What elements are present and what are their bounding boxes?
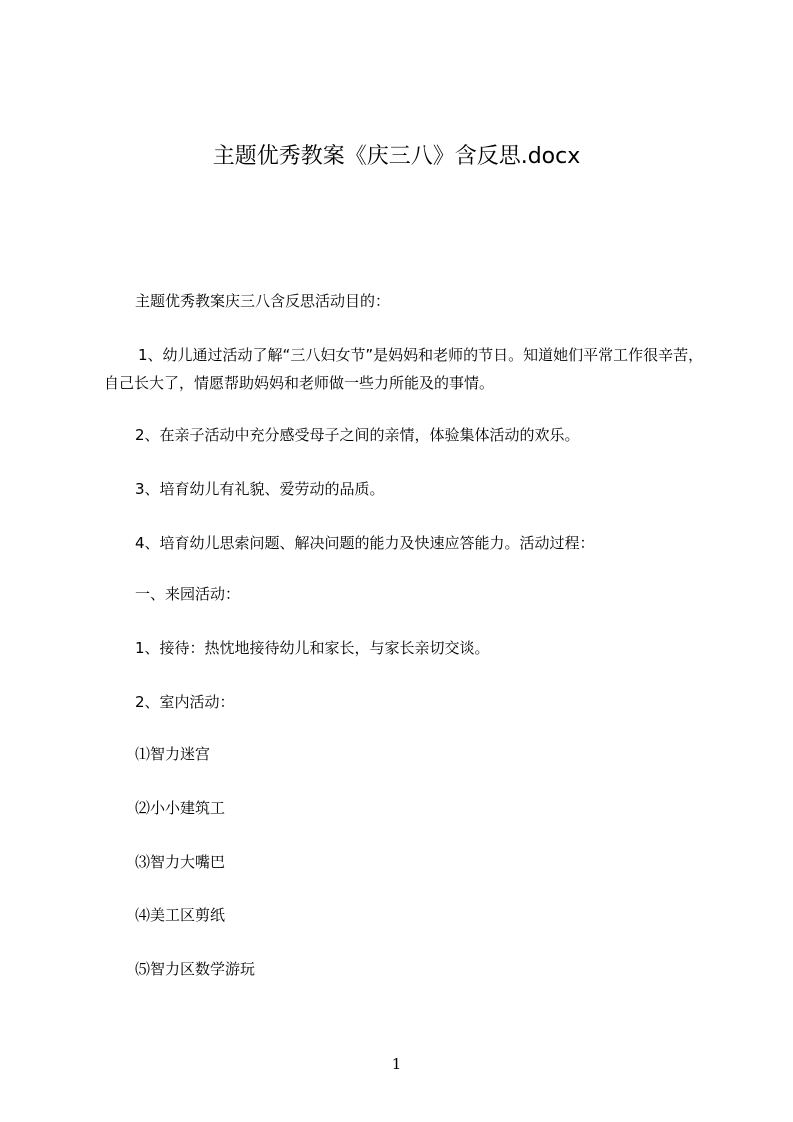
paragraph-purpose-heading: 主题优秀教案庆三八含反思活动目的：	[135, 292, 391, 310]
list-item-paper-cutting: ⑷美工区剪纸	[135, 906, 226, 924]
paragraph-goal-2: 2、在亲子活动中充分感受母子之间的亲情，体验集体活动的欢乐。	[135, 426, 580, 444]
list-item-big-mouth: ⑶智力大嘴巴	[135, 853, 226, 871]
paragraph-indoor-activities: 2、室内活动：	[135, 693, 235, 711]
list-item-maze: ⑴智力迷宫	[135, 745, 211, 763]
paragraph-section-arrival: 一、来园活动：	[135, 585, 241, 603]
paragraph-goal-3: 3、培育幼儿有礼貌、爱劳动的品质。	[135, 480, 385, 498]
list-item-builder: ⑵小小建筑工	[135, 799, 226, 817]
list-item-math-game: ⑸智力区数学游玩	[135, 960, 256, 978]
page-number: 1	[391, 1055, 402, 1073]
document-title: 主题优秀教案《庆三八》含反思.docx	[212, 144, 581, 169]
paragraph-goal-4: 4、培育幼儿思索问题、解决问题的能力及快速应答能力。活动过程：	[135, 534, 595, 552]
paragraph-goal-1: 1、幼儿通过活动了解“三八妇女节”是妈妈和老师的节日。知道她们平常工作很辛苦，自己长大了，情愿帮助妈妈和老师做一些力所能及的事情。	[104, 346, 704, 392]
paragraph-reception: 1、接待：热忱地接待幼儿和家长，与家长亲切交谈。	[135, 639, 490, 657]
